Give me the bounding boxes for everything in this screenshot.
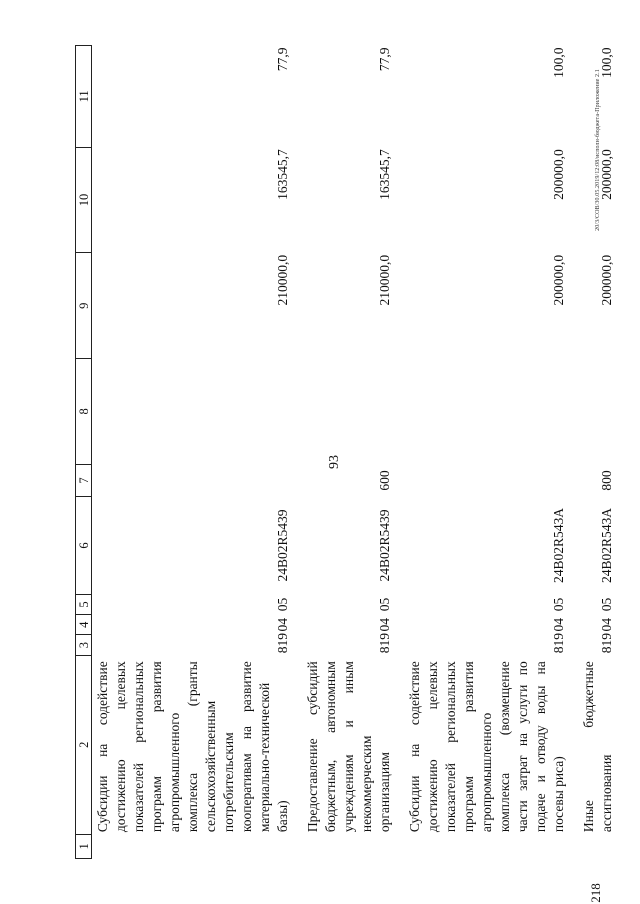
cell-col8 <box>394 359 568 465</box>
row-name: Предоставление субсидий бюджетным, автономным учреждениям и иным некоммерческим организациям <box>305 661 392 833</box>
header-col-2: 2 <box>76 655 92 834</box>
cell-col8 <box>92 359 293 465</box>
row-name: Иные бюджетные ассигнования <box>581 661 614 833</box>
footer-reference: 20/3/СОВ/30.05.2019/12:08/исполн-бюджета-Приложение 2.1 <box>595 69 601 231</box>
cell-executed: 200000,0 <box>551 149 566 200</box>
header-col-1: 1 <box>76 834 92 858</box>
cell-subsection: 05 <box>275 597 290 612</box>
corner-page-mark: 218 <box>588 883 603 903</box>
header-col-9: 9 <box>76 253 92 359</box>
budget-table <box>75 45 616 859</box>
page-number: 93 <box>327 455 342 469</box>
cell-plan: 210000,0 <box>275 254 290 306</box>
cell-plan: 200000,0 <box>551 254 566 306</box>
header-col-8: 8 <box>76 359 92 465</box>
cell-target-article: 24В02R5439 <box>275 509 290 582</box>
cell-percent: 77,9 <box>377 47 392 72</box>
cell-col8 <box>568 359 616 465</box>
cell-expense-type <box>92 464 293 497</box>
header-col-6: 6 <box>76 497 92 595</box>
cell-executed: 163545,7 <box>275 149 290 200</box>
row-name: Субсидии на содействие достижению целевых показателей региональных программ развития агропромышленного комплекса (гранты сельскохозяйственным потребительским кооперативам на развитие материально-технической базы) <box>95 661 290 833</box>
cell-ministry: 819 <box>551 633 566 654</box>
cell-percent: 77,9 <box>275 47 290 72</box>
cell-section: 04 <box>275 618 290 632</box>
cell-percent: 100,0 <box>551 47 566 78</box>
cell-expense-type <box>394 464 568 497</box>
cell-target-article: 24В02R5439 <box>377 509 392 582</box>
cell-target-article: 24В02R543А <box>599 508 614 584</box>
header-col-3: 3 <box>76 635 92 655</box>
cell-percent: 100,0 <box>599 47 614 78</box>
header-col-5: 5 <box>76 594 92 614</box>
cell-subsection: 05 <box>599 597 614 612</box>
cell-subsection: 05 <box>551 597 566 612</box>
cell-executed: 200000,0 <box>599 149 614 200</box>
cell-target-article: 24В02R543А <box>551 508 566 584</box>
cell-section: 04 <box>377 618 392 632</box>
header-col-11: 11 <box>76 46 92 148</box>
cell-subsection: 05 <box>377 597 392 612</box>
cell-ministry: 819 <box>275 633 290 654</box>
cell-plan: 210000,0 <box>377 254 392 306</box>
cell-col8 <box>292 359 394 465</box>
cell-ministry: 819 <box>377 633 392 654</box>
cell-executed: 163545,7 <box>377 149 392 200</box>
table-row <box>394 46 568 859</box>
cell-section: 04 <box>551 618 566 632</box>
header-col-4: 4 <box>76 615 92 635</box>
header-col-7: 7 <box>76 464 92 497</box>
cell-ministry: 819 <box>599 633 614 654</box>
table-row <box>92 46 293 859</box>
table-row <box>568 46 616 859</box>
header-col-10: 10 <box>76 147 92 253</box>
cell-plan: 200000,0 <box>599 254 614 306</box>
table-row <box>292 46 394 859</box>
cell-expense-type: 800 <box>599 470 614 491</box>
cell-section: 04 <box>599 618 614 632</box>
header-row <box>76 46 92 859</box>
cell-expense-type: 600 <box>377 470 392 491</box>
row-name: Субсидии на содействие достижению целевых показателей региональных программ развития агропромышленного комплекса (возмещение части затрат на услуги по подаче и отводу воды на посевы риса) <box>407 661 566 833</box>
